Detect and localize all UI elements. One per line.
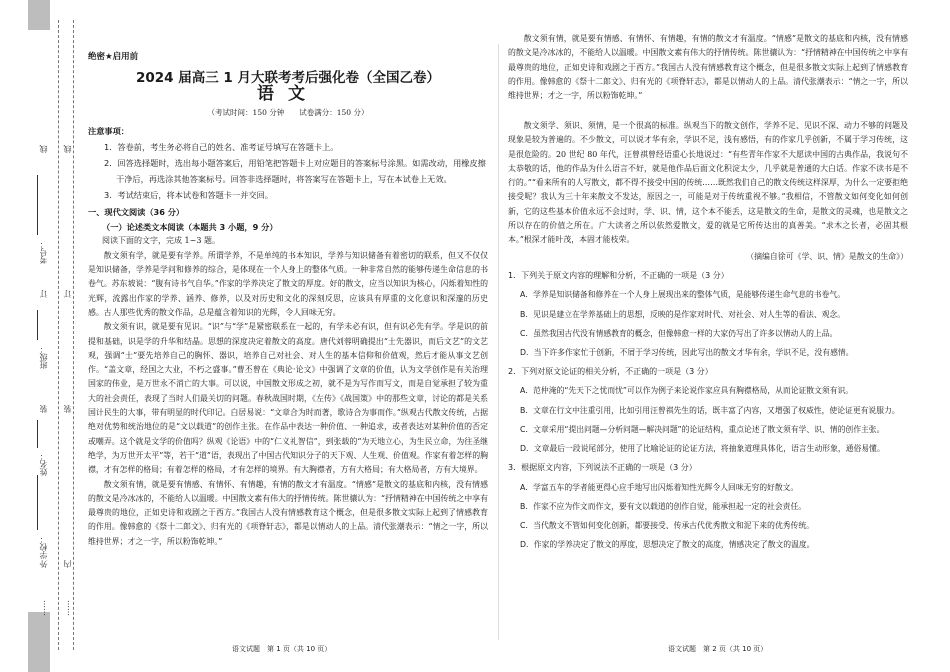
instruction: 阅读下面的文字，完成 1~3 题。 — [102, 236, 220, 246]
binding-margin — [0, 0, 78, 672]
order-label-inner: 订 — [63, 290, 72, 298]
question-1-option-c[interactable]: C．虽然我国古代没有情感教育的概念，但像韩愈一样的大家仍写出了许多以情动人的上品。 — [520, 328, 838, 338]
footer-right: 语文试题 第 2 页（共 10 页） — [668, 645, 768, 653]
left-column — [88, 50, 488, 546]
question-3-option-c[interactable]: C．当代散文不管如何变化创新，都要接受、传承古代优秀散文和泥下来的优秀传统。 — [520, 520, 814, 530]
passage-paragraph-continued — [508, 34, 908, 119]
source-note: （摘编自徐可《学、识、情》是散文的生命》） — [746, 251, 908, 261]
exam-no-field[interactable] — [37, 175, 38, 235]
question-3-option-d[interactable]: D．作家的学养决定了散文的厚度，思想决定了散文的高度，情感决定了散文的温度。 — [520, 540, 815, 550]
class-field[interactable] — [37, 310, 38, 340]
question-2-option-a[interactable]: A．范仲淹的“先天下之忧而忧”可以作为例子来论说作家应具有胸襟格局，从而论证散文须有识。 — [520, 386, 854, 396]
passage-paragraph: 散文须有学，就是要有学养。所谓学养，不是单纯的书本知识，学养与知识储备有着密切的联系，但又不仅仅是知识储备，学养是学问和修养的综合，是体现在一个人身上的整体气质。一种非常自然的能够传递生命信息的书卷气。苏东坡说：“腹有诗书气自华。”作家的学养决定了散文的厚度。好的散文，应当以知识为核心，闪烁着知性的光辉，流露出作家的学养、涵养、修养，以及对历史和文化的深刻反思，应该具有厚重的文化意识和深邃的历史感。古人那些优秀的散文作品，总是蕴含着知识的光辉，令人回味无穷。 — [88, 250, 488, 317]
secret-mark: 绝密★启用前 — [88, 52, 139, 62]
exam-title: 2024 届高三 1 月大联考考后强化卷（全国乙卷） — [135, 69, 441, 86]
passage-paragraph: 散文须有情，就是要有情感、有情怀、有情趣，有情的散文才有温度。“情感”是散文的基底和内核，没有情感的散文是冷冰冰的，不能给人以温暖。中国散文素有伟大的抒情传统。陈世骧认为：“抒情精神在中国传统之中享有最尊贵的地位，正如史诗和戏剧之于西方。”我国古人没有情感教育这个概念，但是很多散文实际上起到了情感教育的作用。像韩愈的《祭十二郎文》、归有光的《项脊轩志》，都是以情动人的上品。清代张潮表示：“情之一字，所以维持世界；才之一字，所以粉饰乾坤。” — [88, 479, 488, 546]
question-1-option-b[interactable]: B．见识是建立在学养基础上的思想，反映的是作家对时代、对社会、对人生等的看法、观念。 — [520, 309, 846, 319]
line-label-inner: 线 — [63, 145, 72, 153]
school-label: 学校： — [39, 535, 48, 559]
question-2-option-d[interactable]: D．文章最后一段说尾部分，使用了比喻论证的论证方法，将抽象道理具体化，语言生动形象，通俗易懂。 — [520, 444, 885, 454]
question-2-option-c[interactable]: C．文章采用“提出问题—分析问题—解决问题”的论证结构，重点论述了散文须有学、识、情的创作主张。 — [520, 424, 885, 434]
gray-strip-top — [28, 0, 50, 30]
footer-left: 语文试题 第 1 页（共 10 页） — [232, 645, 332, 653]
order-label-outer: 订 — [39, 290, 48, 298]
seal-label-outer: 装 — [39, 405, 48, 413]
dots-outer: …… — [38, 600, 47, 616]
sub-heading: （一）论述类文本阅读（本题共 3 小题，9 分） — [102, 221, 278, 232]
question-2-option-b[interactable]: B．文章在行文中注重引用，比如引用汪曾祺先生的话，既丰富了内容，又增强了权威性，使论证更有说服力。 — [520, 405, 900, 415]
dots-inner: …… — [62, 600, 71, 616]
out-label: 外 — [39, 560, 48, 568]
class-label: 班级： — [39, 345, 48, 369]
question-3-stem: 3．根据原文内容，下列说法不正确的一项是（3 分） — [508, 463, 697, 473]
name-field[interactable] — [37, 420, 38, 448]
notice-item: 2．回答选择题时，选出每小题答案后，用铅笔把答题卡上对应题目的答案标号涂黑。如需改动，用橡皮擦干净后，再选涂其他答案标号。回答非选择题时，将答案写在答题卡上，写在本试卷上无效。 — [104, 157, 486, 184]
notice-item: 1．答卷前，考生务必将自己的姓名、准考证号填写在答题卡上。 — [104, 141, 339, 152]
question-2-stem: 2．下列对原文论证的相关分析，不正确的一项是（3 分） — [508, 367, 713, 377]
right-column — [508, 34, 908, 556]
passage-paragraph: 散文须有识，就是要有见识。“识”与“学”是紧密联系在一起的，有学未必有识，但有识必先有学。学是识的前提和基础，识是学的升华和结晶。思想的深度决定着散文的高度。唐代刘蓉明确提出“士先器识，而后文艺”的文艺观，强调“士”要先培养自己的胸怀、器识，培养自己对社会、对人生的基本信仰和价值观，然后才能从事文艺创作。“盖文章，经国之大业，不朽之盛事。”曹丕曾在《典论·论文》中强调了文章的价值，认为文学创作是有关治理国家的伟业，是万世永不消亡的大事。可以说，中国散文形成之初，就不是为写作而写文，而是自觉承担了较为重大的社会责任，表现了当时人们最关切的问题。春秋战国时期，《左传》《战国策》中的那些文章，讨论的都是关系国计民生的大事，带有明显的时代印记。白居易说：“文章合为时而著，歌诗合为事而作。”纵观古代散文传统，占据绝对优势和统治地位的是“文以载道”的创作主张。在作品中表达一种价值、一种追求，或者表达对某种价值的否定或嘲弄。这个就是文学的价值吗？纵观《论语》中的“仁义礼智信”，到张载的“为天地立心，为生民立命，为往圣继绝学，为万世开太平”等，若干“道”语，表现出了中国古代知识分子的天下观、人生观、价值观。作家有着怎样的胸襟，才有怎样的格局；有着怎样的格局，才有怎样的境界。有大胸襟者，方有大格局；有大格局者，方有大境界。 — [88, 322, 488, 475]
gray-strip-bottom — [28, 612, 50, 672]
column-divider — [498, 44, 499, 640]
in-label: 内 — [63, 560, 72, 568]
seal-label-inner: 装 — [63, 405, 72, 413]
question-1-stem: 1．下列关于原文内容的理解和分析，不正确的一项是（3 分） — [508, 271, 729, 281]
outer-dashed-line — [58, 20, 59, 650]
inner-dashed-line — [73, 20, 74, 650]
line-label-outer: 线 — [39, 145, 48, 153]
passage-continued-text: 散文须有情，就是要有情感、有情怀、有情趣，有情的散文才有温度。“情感”是散文的基底和内核，没有情感的散文是冷冰冰的，不能给人以温暖。中国散文素有伟大的抒情传统。陈世骧认为：“抒情精神在中国传统之中享有最尊贵的地位，正如史诗和戏剧之于西方。”我国古人没有情感教育这个概念，但是很多散文实际上起到了情感教育的作用。像韩愈的《祭十二郎文》、归有光的《项脊轩志》，都是以情动人的上品。清代张潮表示：“情之一字，所以维持世界；才之一字，所以粉饰乾坤。” — [508, 34, 908, 101]
passage-paragraph: 散文须学、须识、须情，是一个很高的标准。纵观当下的散文创作，学养不足、见识不深、动力不够的问题及现象是较为普遍的。不少散文，可以说才华有余，学识不足，浅有感悟，有的作家几乎创新，不属于学习传统，这是很危险的。20 世纪 80 年代，汪曾祺曾经语重心长地说过：“有些青年作家不大愿读中国的古典作品，我说句不太恭敬的话，他的作品为什么语言不好，就是他作品后面文化积淀太少，几乎就是普通的大白话。作家不读书是不行的。”“看来所有的人写散文，都不得不接受中国的传统……既然我们自己的散文传统这样深厚，为什么一定要拒绝接受呢？我认为三十年来散文不发达，原因之一，可能是对于传统重视不够。”我相信，不管散文如何变化如何创新，它的这些基本价值永远不会过时，学、识、情，这个本不能丢，这是散文的生命，是散文的灵魂，也是散文之所以存在的价值之所在。广大读者之所以依然爱散文，爱的就是它所传达出的真善美。“求木之长者，必固其根本。”根深才能叶茂，本固才能枝荣。 — [508, 121, 908, 245]
exam-no-label: 考号： — [39, 240, 48, 264]
subject-title: 语文 — [257, 84, 319, 105]
question-1-option-d[interactable]: D．当下许多作家忙于创新，不屑于学习传统，因此写出的散文才华有余，学识不足，没有感情。 — [520, 348, 854, 358]
question-3-option-b[interactable]: B．作家不应为作文而作文，要有文以载道的创作自觉，能承担起一定的社会责任。 — [520, 501, 807, 511]
school-field[interactable] — [37, 475, 38, 530]
question-1-option-a[interactable]: A．学养是知识储备和修养在一个人身上展现出来的整体气质，是能够传递生命气息的书卷气。 — [520, 290, 846, 300]
exam-info: （考试时间：150 分钟 试卷满分：150 分） — [207, 107, 369, 117]
section-heading: 一、现代文阅读（36 分） — [88, 206, 185, 217]
question-3-option-a[interactable]: A．学富五车的学者能更得心应手地写出闪烁着知性光辉令人回味无穷的好散文。 — [520, 482, 799, 492]
notice-heading: 注意事项： — [88, 126, 129, 137]
name-label: 姓名： — [39, 452, 48, 476]
notice-item: 3．考试结束后，将本试卷和答题卡一并交回。 — [104, 189, 273, 200]
